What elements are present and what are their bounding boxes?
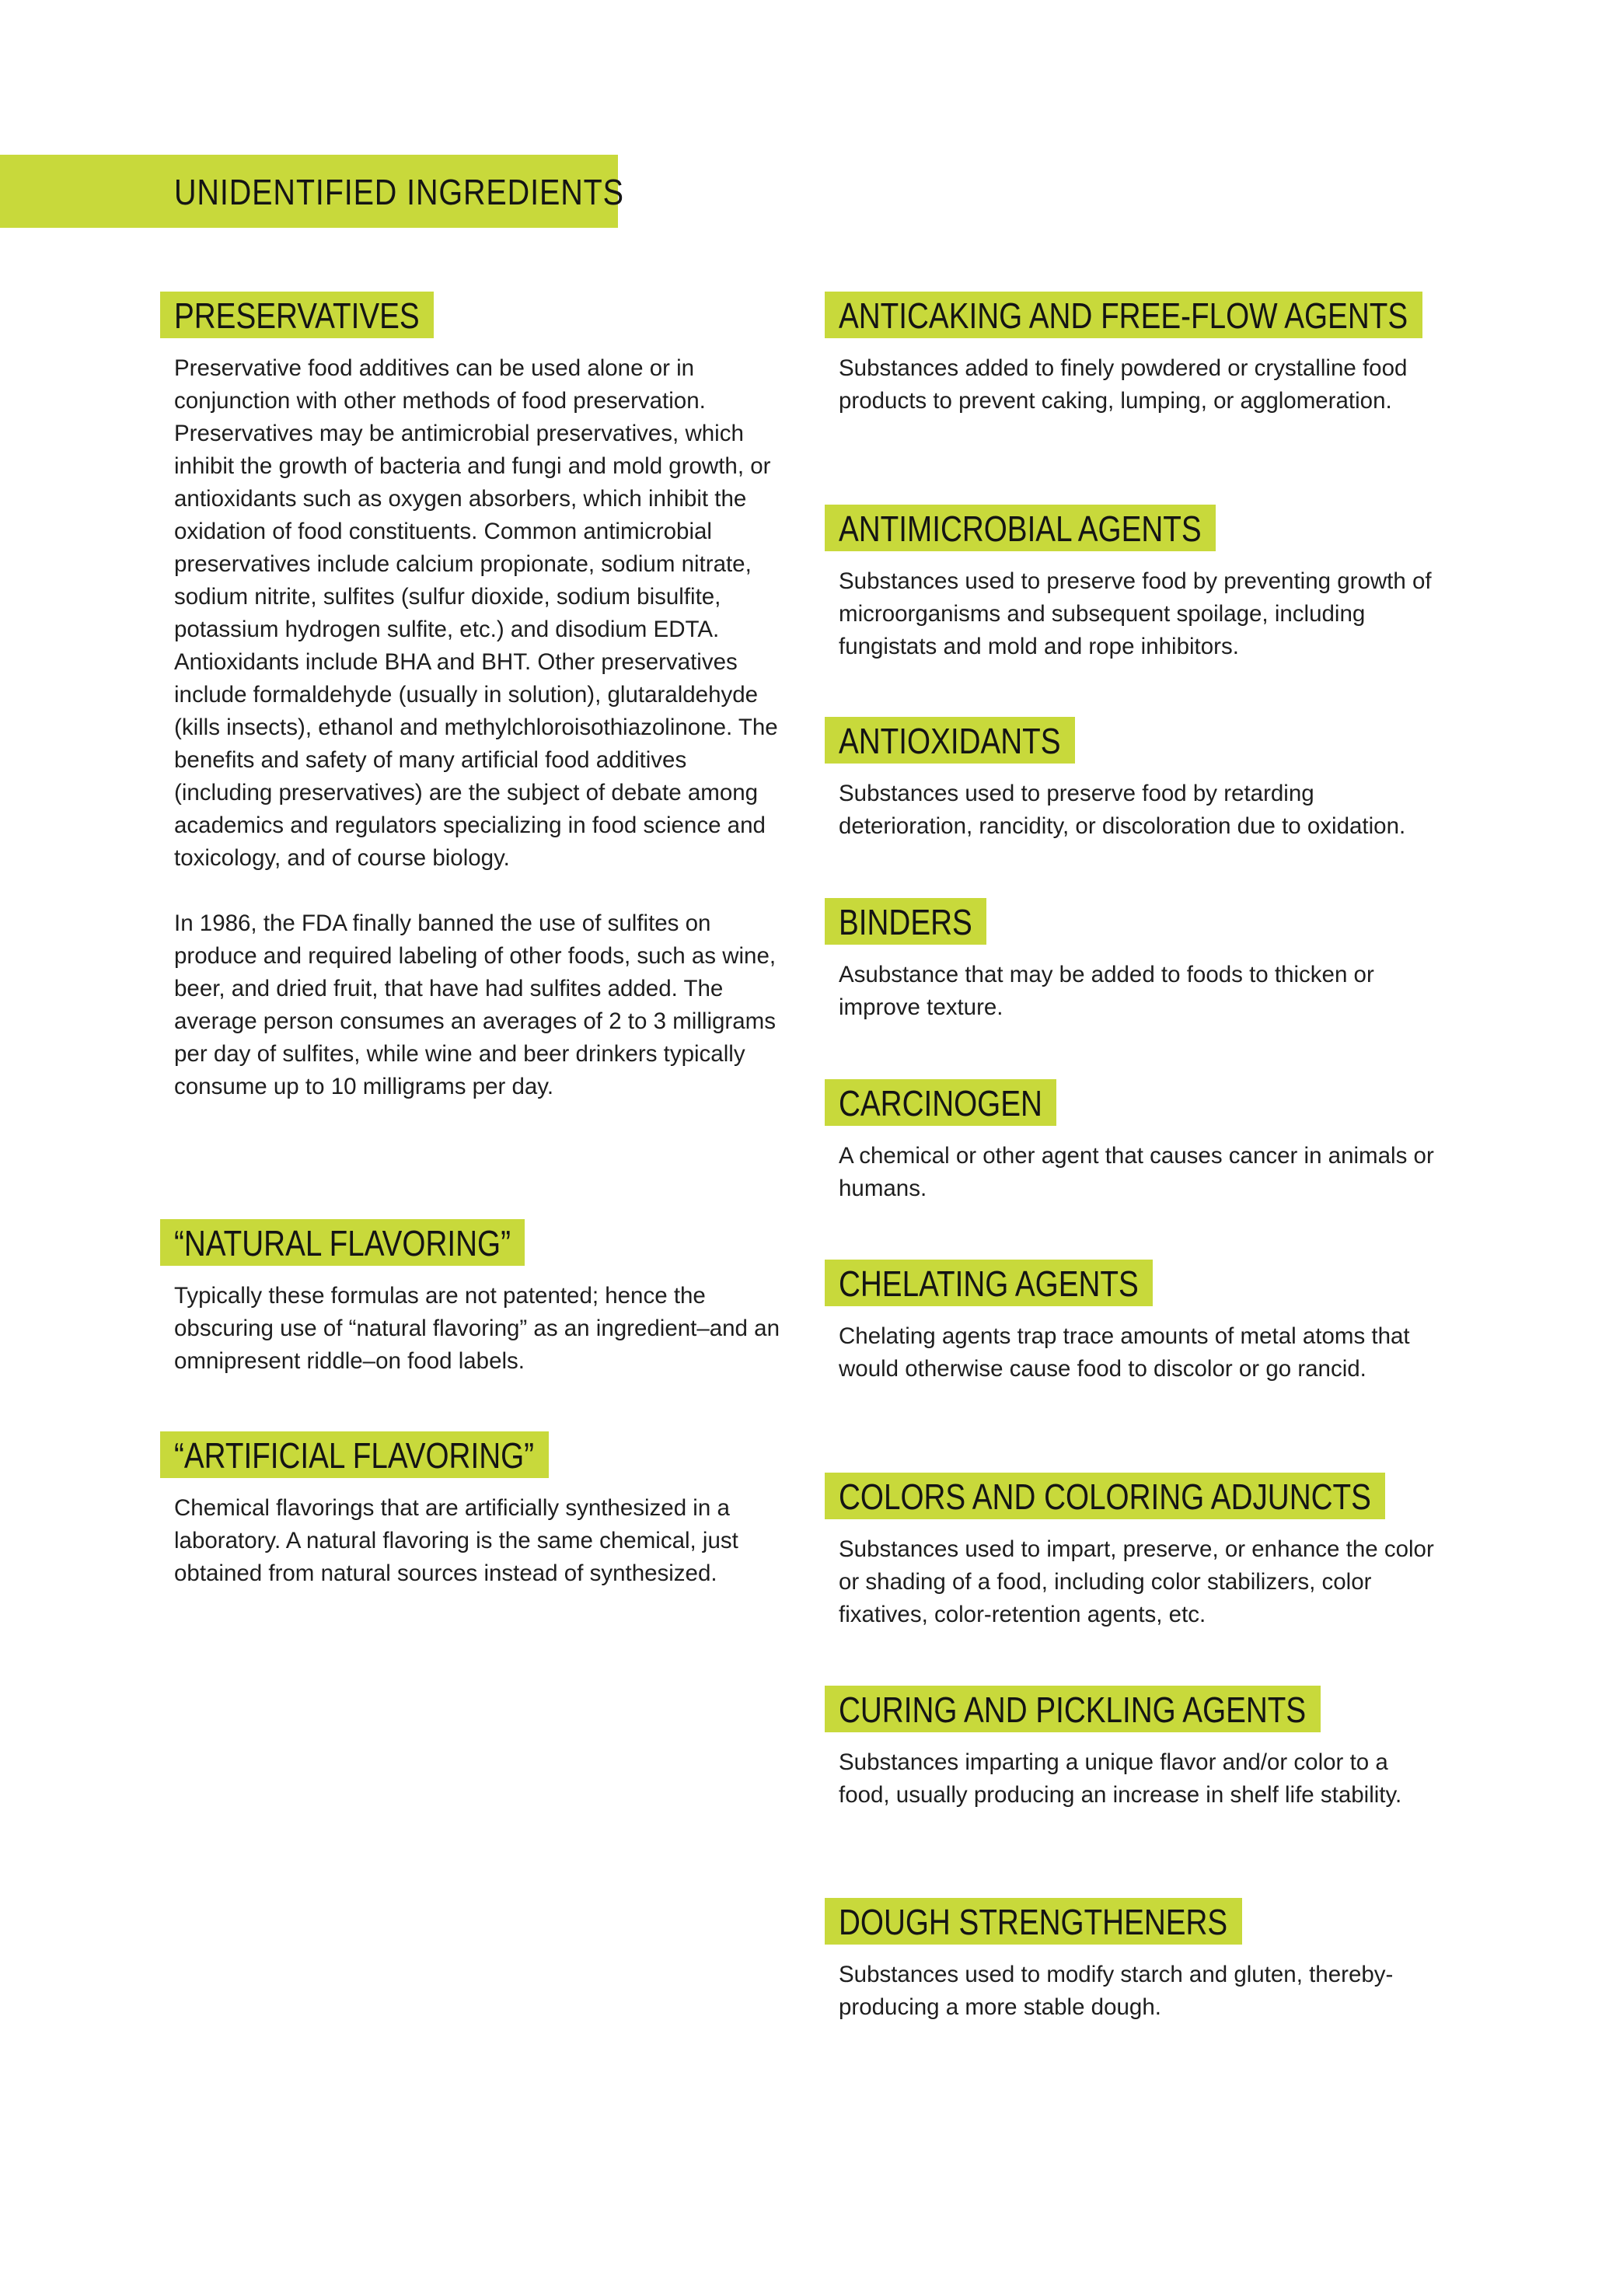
section-heading-text: BINDERS (839, 902, 972, 942)
section-anticaking (825, 292, 1445, 418)
section-body (839, 352, 1445, 418)
section-preservatives (160, 292, 784, 1103)
section-heading (825, 898, 986, 945)
section-natural-flavoring (160, 1219, 780, 1378)
section-dough-strengtheners (825, 1898, 1445, 2024)
section-heading-text: “NATURAL FLAVORING” (174, 1223, 511, 1263)
section-heading-text: CHELATING AGENTS (839, 1263, 1139, 1304)
section-body (839, 1140, 1445, 1205)
section-heading (825, 505, 1216, 551)
body-paragraph: Chemical flavorings that are artificially synthesized in a laboratory. A natural flavoring is the same chemical, just obtained from natural sources instead of synthesized. (174, 1495, 738, 1586)
section-carcinogen (825, 1079, 1445, 1205)
section-body (839, 1959, 1445, 2024)
section-body (839, 959, 1445, 1024)
section-body (174, 1280, 780, 1378)
section-artificial-flavoring (160, 1431, 780, 1590)
page-title: UNIDENTIFIED INGREDIENTS (174, 172, 624, 212)
body-paragraph: Substances used to preserve food by retarding deterioration, rancidity, or discoloration due to oxidation. (839, 781, 1406, 839)
body-paragraph: In 1986, the FDA finally banned the use of sulfites on produce and required labeling of other foods, such as wine, beer, and dried fruit, that have had sulfites added. The average person consumes an averages of 2 to 3 milligrams per day of sulfites, while wine and beer drinkers typically consume up to 10 milligrams per day. (174, 910, 777, 1099)
section-heading-text: COLORS AND COLORING ADJUNCTS (839, 1476, 1371, 1517)
section-heading-text: DOUGH STRENGTHENERS (839, 1902, 1228, 1942)
section-heading (160, 1431, 549, 1478)
section-antioxidants (825, 717, 1445, 843)
body-paragraph: A chemical or other agent that causes cancer in animals or humans. (839, 1143, 1434, 1201)
section-heading-text: “ARTIFICIAL FLAVORING” (174, 1435, 535, 1476)
body-paragraph: Substances added to finely powdered or crystalline food products to prevent caking, lumping, or agglomeration. (839, 355, 1408, 414)
page-title-banner (0, 155, 624, 228)
section-body (839, 1320, 1445, 1386)
section-binders (825, 898, 1445, 1024)
section-heading (825, 1260, 1153, 1306)
section-heading-text: PRESERVATIVES (174, 295, 420, 336)
section-heading (825, 717, 1075, 764)
section-heading-text: ANTIOXIDANTS (839, 721, 1061, 761)
body-paragraph: Substances used to preserve food by preventing growth of microorganisms and subsequent spoilage, including fungistats and mold and rope inhibitors. (839, 568, 1432, 659)
body-paragraph: Substances used to modify starch and gluten, thereby-producing a more stable dough. (839, 1962, 1394, 2020)
section-body (839, 778, 1445, 843)
section-body (174, 1492, 780, 1590)
body-paragraph: Chelating agents trap trace amounts of metal atoms that would otherwise cause food to discolor or go rancid. (839, 1323, 1410, 1382)
section-heading (160, 292, 434, 338)
section-heading (825, 1898, 1242, 1945)
section-heading (160, 1219, 525, 1266)
section-heading (825, 1079, 1056, 1126)
section-heading-text: CARCINOGEN (839, 1083, 1042, 1124)
section-body (839, 1746, 1445, 1812)
section-curing-pickling (825, 1686, 1445, 1812)
body-paragraph: Asubstance that may be added to foods to thicken or improve texture. (839, 962, 1374, 1020)
section-body (839, 565, 1445, 663)
section-heading-text: ANTICAKING AND FREE-FLOW AGENTS (839, 295, 1408, 336)
section-chelating-agents (825, 1260, 1445, 1386)
section-heading-text: ANTIMICROBIAL AGENTS (839, 508, 1202, 549)
body-paragraph: Typically these formulas are not patented; hence the obscuring use of “natural flavoring” as an ingredient–and an omnipresent riddle–on food labels. (174, 1283, 780, 1374)
section-colors (825, 1473, 1445, 1631)
section-body (839, 1533, 1445, 1631)
section-heading (825, 292, 1422, 338)
section-heading (825, 1473, 1385, 1519)
section-body (174, 352, 784, 1103)
section-antimicrobial-agents (825, 505, 1445, 663)
section-heading-text: CURING AND PICKLING AGENTS (839, 1690, 1307, 1730)
body-paragraph: Substances imparting a unique flavor and/or color to a food, usually producing an increase in shelf life stability. (839, 1749, 1402, 1808)
body-paragraph: Preservative food additives can be used alone or in conjunction with other methods of food preservation. Preservatives may be antimicrobial preservatives, which inhibit the growth of bacteria and fungi and mold growth, or antioxidants such as oxygen absorbers, which inhibit the oxidation of food constituents. Common antimicrobial preservatives include calcium propionate, sodium nitrate, sodium nitrite, sulfites (sulfur dioxide, sodium bisulfite, potassium hydrogen sulfite, etc.) and disodium EDTA. Antioxidants include BHA and BHT. Other preservatives include formaldehyde (usually in solution), glutaraldehyde (kills insects), ethanol and methylchloroisothiazolinone. The benefits and safety of many artificial food additives (including preservatives) are the subject of debate among academics and regulators specializing in food science and toxicology, and of course biology. (174, 355, 778, 871)
section-heading (825, 1686, 1321, 1732)
body-paragraph: Substances used to impart, preserve, or enhance the color or shading of a food, including color stabilizers, color fixatives, color-retention agents, etc. (839, 1536, 1434, 1627)
